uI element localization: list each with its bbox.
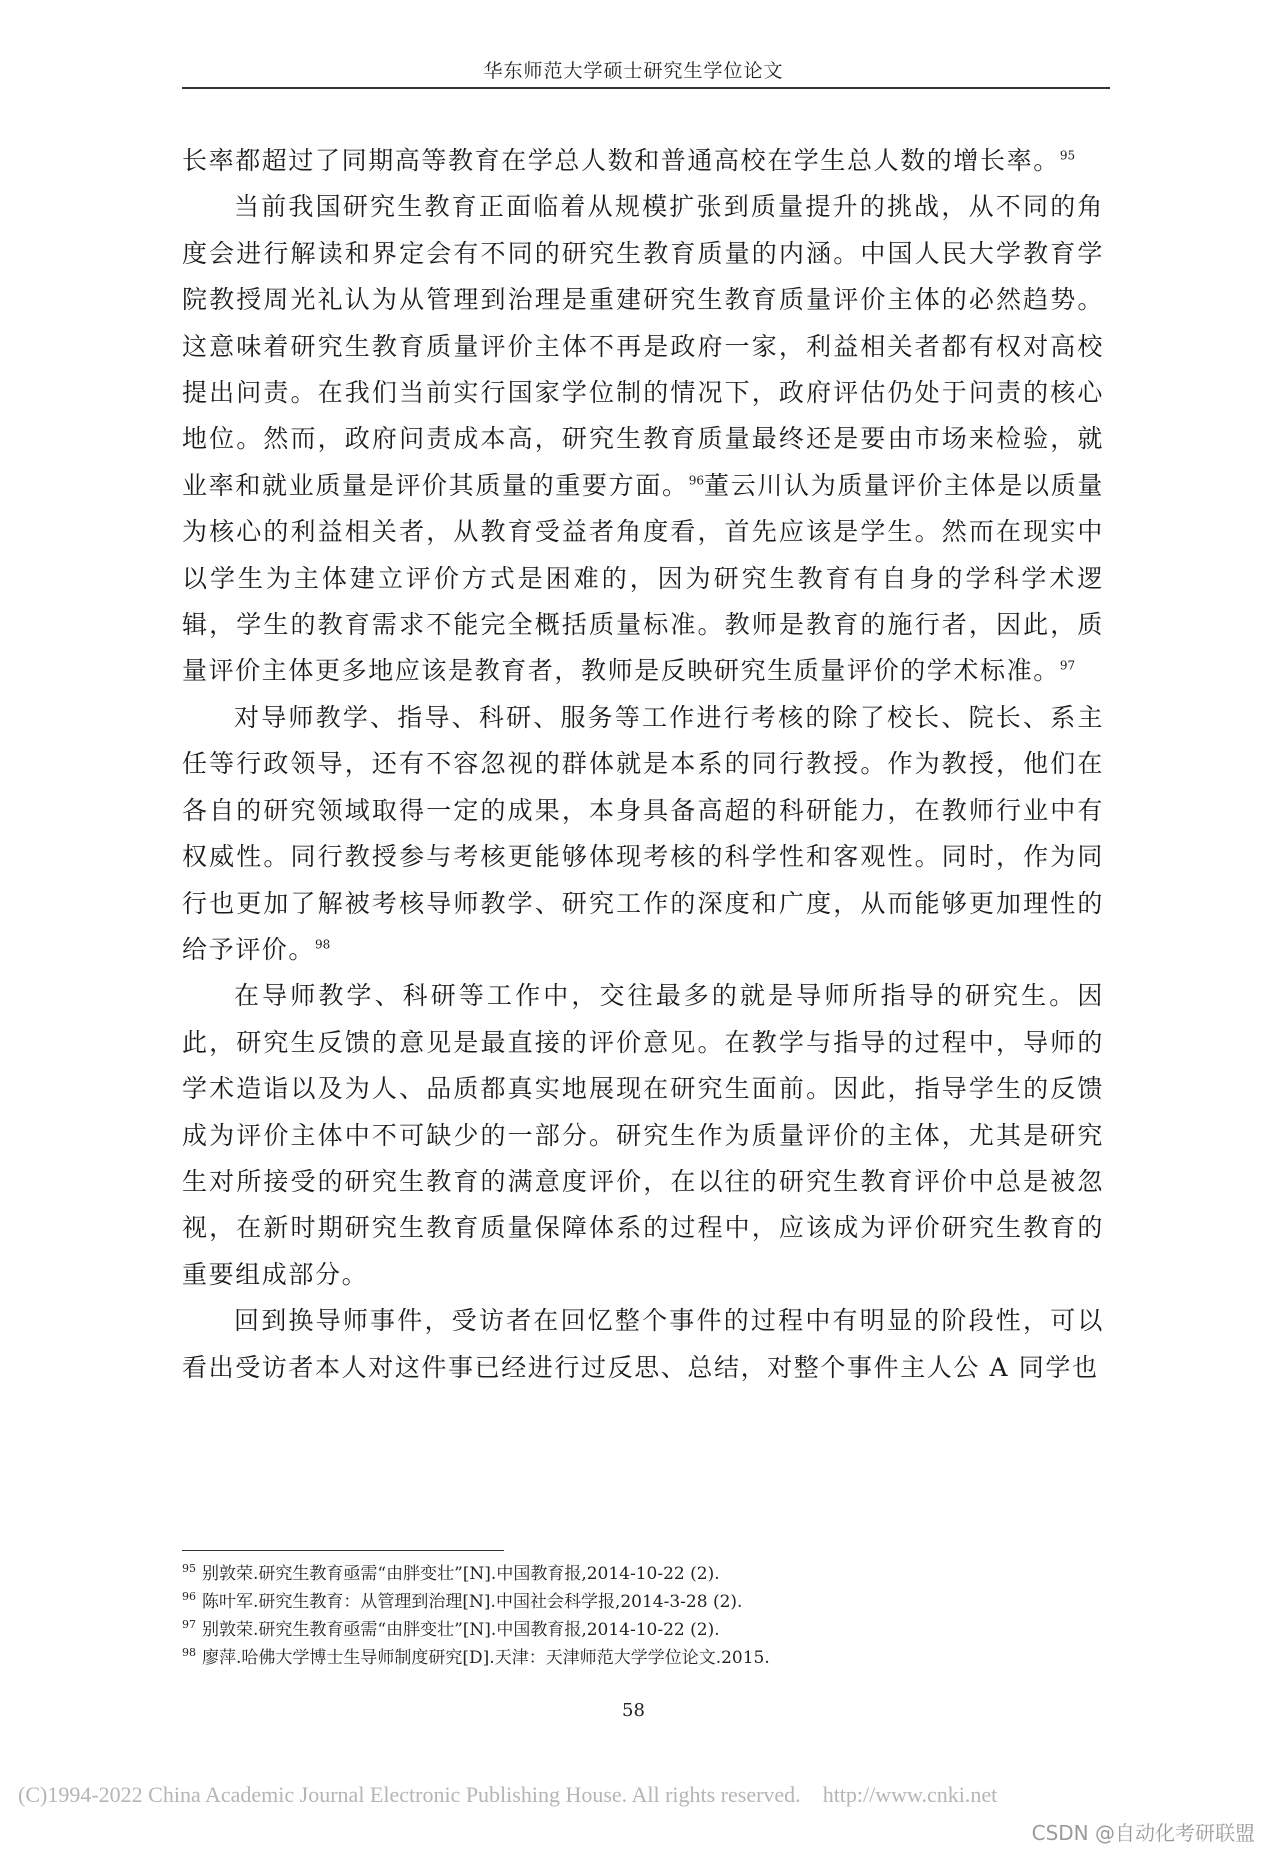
paragraph-3: [182, 695, 1104, 973]
footnote-text: 廖萍.哈佛大学博士生导师制度研究[D].天津：天津师范大学学位论文.2015.: [202, 1648, 770, 1668]
copyright-text: (C)1994-2022 China Academic Journal Electronic Publishing House. All rights reserved.: [18, 1782, 801, 1807]
paragraph-4: [182, 973, 1104, 1298]
footnotes: [182, 1560, 1104, 1672]
footnote-97: [182, 1616, 1104, 1644]
paragraph-5: [182, 1298, 1104, 1391]
footnote-ref-95: 95: [1059, 148, 1076, 163]
footnote-number: 95: [182, 1562, 196, 1576]
footnote-ref-98: 98: [315, 937, 331, 952]
copyright-url: http://www.cnki.net: [822, 1782, 998, 1807]
paragraph-5-text: 回到换导师事件，受访者在回忆整个事件的过程中有明显的阶段性，可以看出受访者本人对这件事已经进行过反思、总结，对整个事件主人公 A 同学也: [182, 1306, 1104, 1382]
footnote-ref-97: 97: [1059, 659, 1076, 674]
paragraph-1-text: 长率都超过了同期高等教育在学总人数和普通高校在学生总人数的增长率。: [182, 146, 1060, 175]
footnote-95: [182, 1560, 1104, 1588]
header-rule: [182, 87, 1110, 89]
footnote-number: 97: [182, 1618, 196, 1632]
footnote-text: 别敦荣.研究生教育亟需“由胖变壮”[N].中国教育报,2014-10-22 (2).: [202, 1564, 720, 1584]
body-text: [182, 138, 1104, 1391]
footnote-ref-96: 96: [688, 473, 704, 488]
footnote-text: 陈叶军.研究生教育：从管理到治理[N].中国社会科学报,2014-3-28 (2).: [202, 1592, 743, 1612]
page-number: 58: [622, 1700, 645, 1721]
footnote-text: 别敦荣.研究生教育亟需“由胖变壮”[N].中国教育报,2014-10-22 (2).: [202, 1620, 720, 1640]
running-header-title: 华东师范大学硕士研究生学位论文: [483, 60, 784, 82]
footnote-96: [182, 1588, 1104, 1616]
paragraph-4-text: 在导师教学、科研等工作中，交往最多的就是导师所指导的研究生。因此，研究生反馈的意见是最直接的评价意见。在教学与指导的过程中，导师的学术造诣以及为人、品质都真实地展现在研究生面前。因此，指导学生的反馈成为评价主体中不可缺少的一部分。研究生作为质量评价的主体，尤其是研究生对所接受的研究生教育的满意度评价，在以往的研究生教育评价中总是被忽视，在新时期研究生教育质量保障体系的过程中，应该成为评价研究生教育的重要组成部分。: [182, 981, 1104, 1289]
paragraph-1: [182, 138, 1104, 184]
copyright-notice: [18, 1782, 997, 1808]
footnote-rule: [182, 1550, 504, 1551]
paragraph-2-rest: 董云川认为质量评价主体是以质量为核心的利益相关者，从教育受益者角度看，首先应该是学生。然而在现实中以学生为主体建立评价方式是困难的，因为研究生教育有自身的学科学术逻辑，学生的教育需求不能完全概括质量标准。教师是教育的施行者，因此，质量评价主体更多地应该是教育者，教师是反映研究生质量评价的学术标准。: [182, 470, 1104, 686]
paragraph-2: [182, 184, 1104, 694]
footnote-98: [182, 1644, 1104, 1672]
footnote-number: 98: [182, 1646, 196, 1660]
paragraph-3-text: 对导师教学、指导、科研、服务等工作进行考核的除了校长、院长、系主任等行政领导，还有不容忽视的群体就是本系的同行教授。作为教授，他们在各自的研究领域取得一定的成果，本身具备高超的科研能力，在教师行业中有权威性。同行教授参与考核更能够体现考核的科学性和客观性。同时，作为同行也更加了解被考核导师教学、研究工作的深度和广度，从而能够更加理性的给予评价。: [182, 702, 1104, 964]
csdn-watermark: CSDN @自动化考研联盟: [1031, 1821, 1255, 1845]
footnote-number: 96: [182, 1590, 196, 1604]
paragraph-2-text: 当前我国研究生教育正面临着从规模扩张到质量提升的挑战，从不同的角度会进行解读和界定会有不同的研究生教育质量的内涵。中国人民大学教育学院教授周光礼认为从管理到治理是重建研究生教育质量评价主体的必然趋势。这意味着研究生教育质量评价主体不再是政府一家，利益相关者都有权对高校提出问责。在我们当前实行国家学位制的情况下，政府评估仍处于问责的核心地位。然而，政府问责成本高，研究生教育质量最终还是要由市场来检验，就业率和就业质量是评价其质量的重要方面。: [182, 192, 1104, 500]
